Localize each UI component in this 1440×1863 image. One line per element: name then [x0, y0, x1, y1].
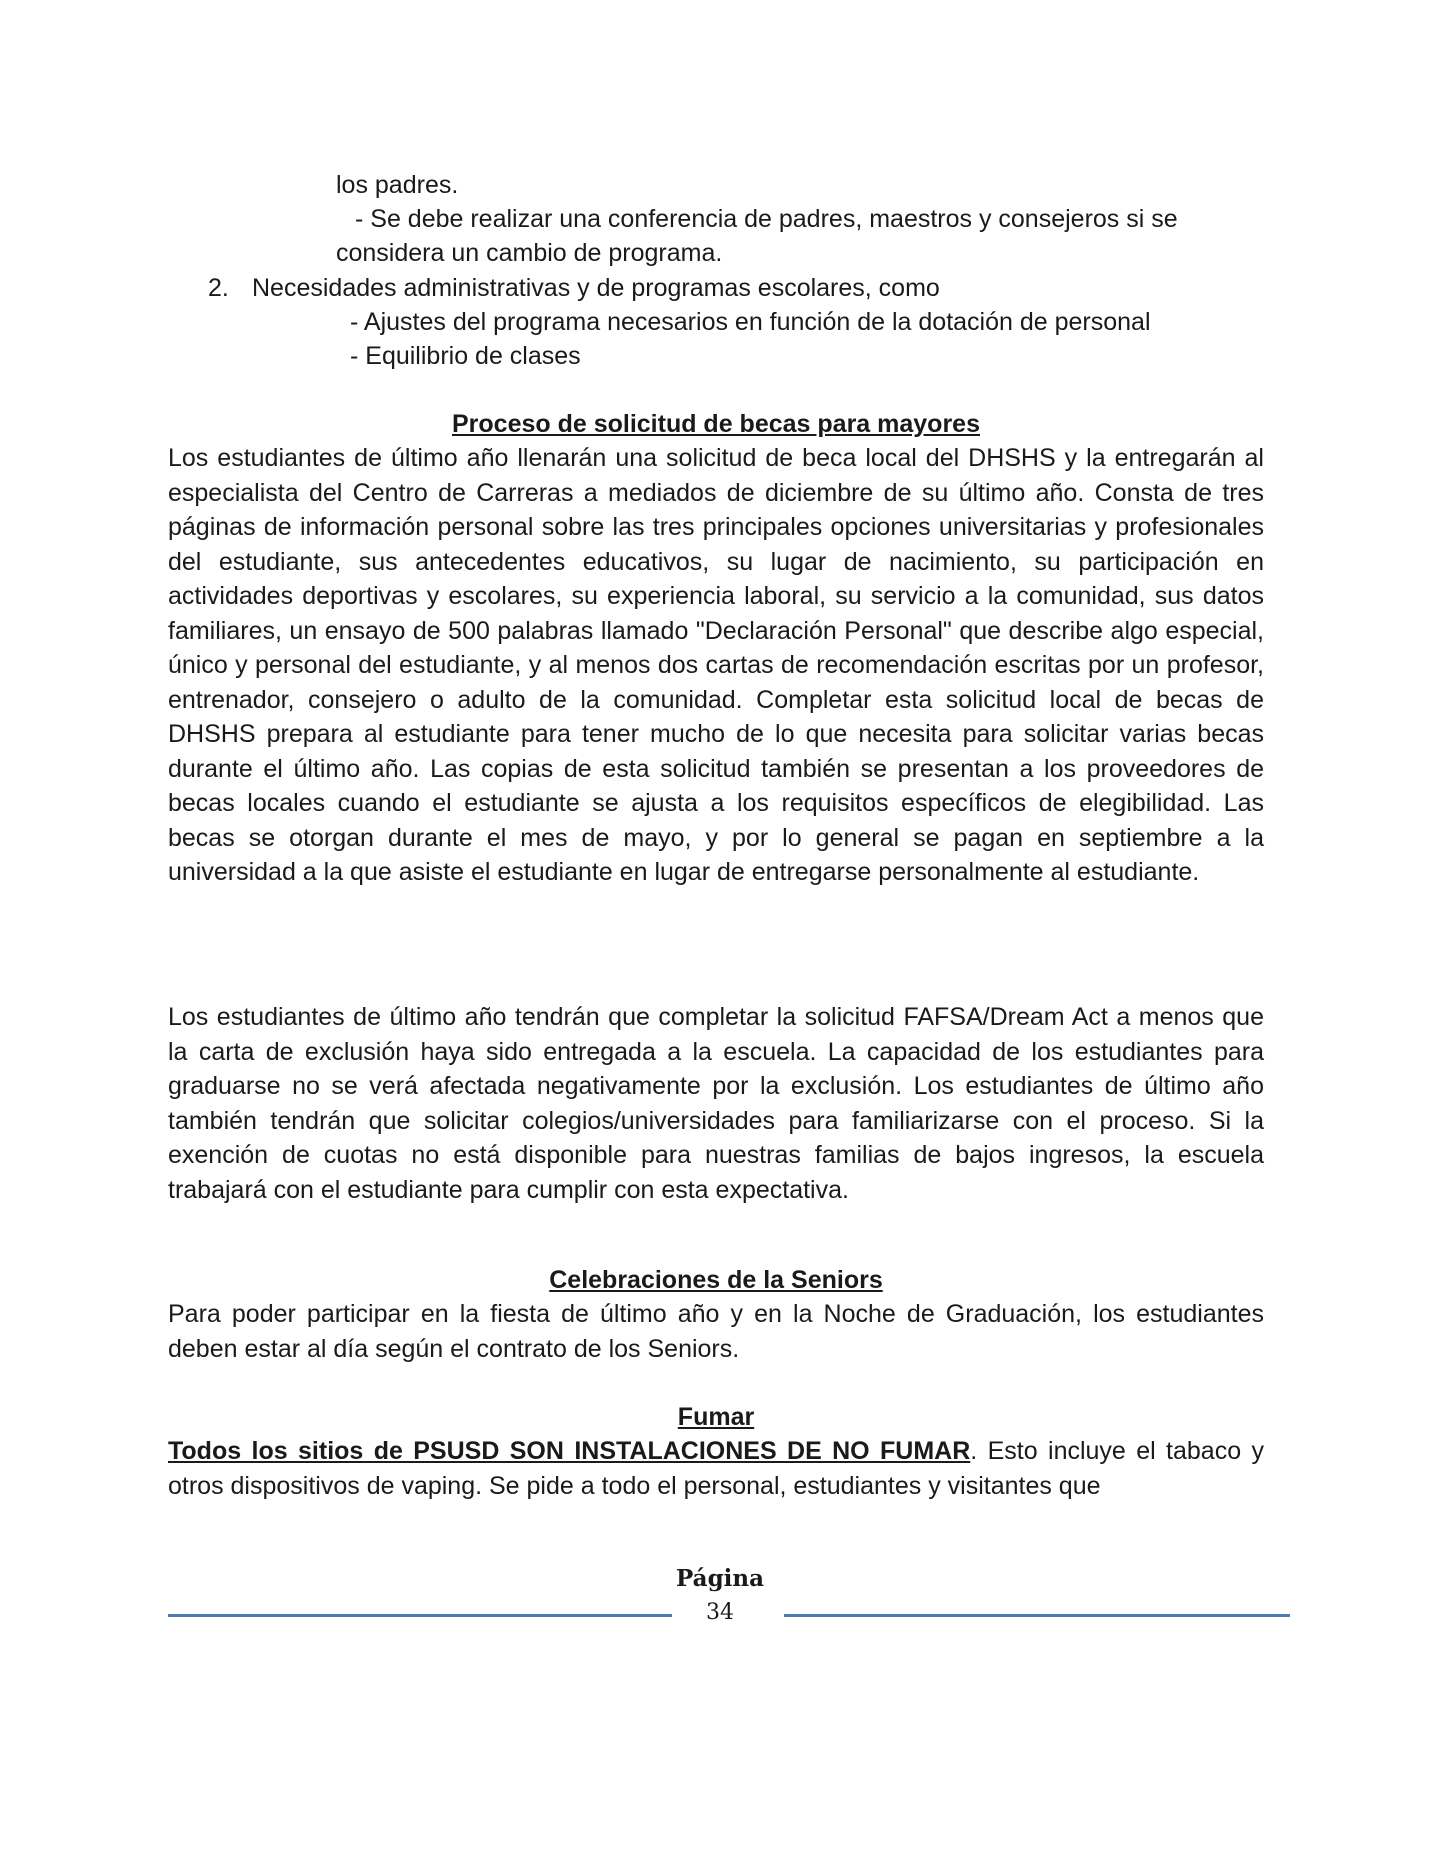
list-item-text: Necesidades administrativas y de programas escolares, como: [252, 274, 940, 302]
paragraph-celebraciones: Para poder participar en la fiesta de último año y en la Noche de Graduación, los estudiantes deben estar al día según el contrato de los Seniors.: [168, 1300, 1264, 1363]
list-continuation-line: los padres.: [336, 171, 459, 199]
footer-rule-right: [784, 1614, 1290, 1617]
paragraph-fumar: [168, 1434, 1264, 1503]
list-number: 2.: [208, 274, 229, 302]
footer-page-label: Página: [675, 1565, 765, 1592]
section-heading-fumar: Fumar: [677, 1403, 755, 1431]
list-sub-item: - Equilibrio de clases: [350, 342, 581, 370]
list-continuation-line: considera un cambio de programa.: [336, 239, 723, 267]
no-smoking-notice: Todos los sitios de PSUSD SON INSTALACIONES DE NO FUMAR: [168, 1437, 971, 1465]
list-dash-item: - Se debe realizar una conferencia de padres, maestros y consejeros si se: [355, 205, 1178, 233]
paragraph-becas: Los estudiantes de último año llenarán una solicitud de beca local del DHSHS y la entregarán al especialista del Centro de Carreras a mediados de diciembre de su último año. Consta de tres páginas de información personal sobre las tres principales opciones universitarias y profesionales del estudiante, sus antecedentes educativos, su lugar de nacimiento, su participación en actividades deportivas y escolares, su experiencia laboral, su servicio a la comunidad, sus datos familiares, un ensayo de 500 palabras llamado "Declaración Personal" que describe algo especial, único y personal del estudiante, y al menos dos cartas de recomendación escritas por un profesor, entrenador, consejero o adulto de la comunidad. Completar esta solicitud local de becas de DHSHS prepara al estudiante para tener mucho de lo que necesita para solicitar varias becas durante el último año. Las copias de esta solicitud también se presentan a los proveedores de becas locales cuando el estudiante se ajusta a los requisitos específicos de elegibilidad. Las becas se otorgan durante el mes de mayo, y por lo general se pagan en septiembre a la universidad a la que asiste el estudiante en lugar de entregarse personalmente al estudiante.: [168, 444, 1264, 886]
section-heading-becas: Proceso de solicitud de becas para mayores: [451, 410, 980, 438]
paragraph-fafsa: Los estudiantes de último año tendrán que completar la solicitud FAFSA/Dream Act a menos que la carta de exclusión haya sido entregada a la escuela. La capacidad de los estudiantes para graduarse no se verá afectada negativamente por la exclusión. Los estudiantes de último año también tendrán que solicitar colegios/universidades para familiarizarse con el proceso. Si la exención de cuotas no está disponible para nuestras familias de bajos ingresos, la escuela trabajará con el estudiante para cumplir con esta expectativa.: [168, 1003, 1264, 1204]
section-heading-celebraciones: Celebraciones de la Seniors: [549, 1266, 883, 1294]
footer-page-number: 34: [706, 1600, 734, 1625]
paragraph-fumar-rest: . Esto incluye el tabaco y otros dispositivos de vaping. Se pide a todo el personal, estudiantes y visitantes que: [168, 1437, 1264, 1500]
list-sub-item: - Ajustes del programa necesarios en función de la dotación de personal: [350, 308, 1151, 336]
